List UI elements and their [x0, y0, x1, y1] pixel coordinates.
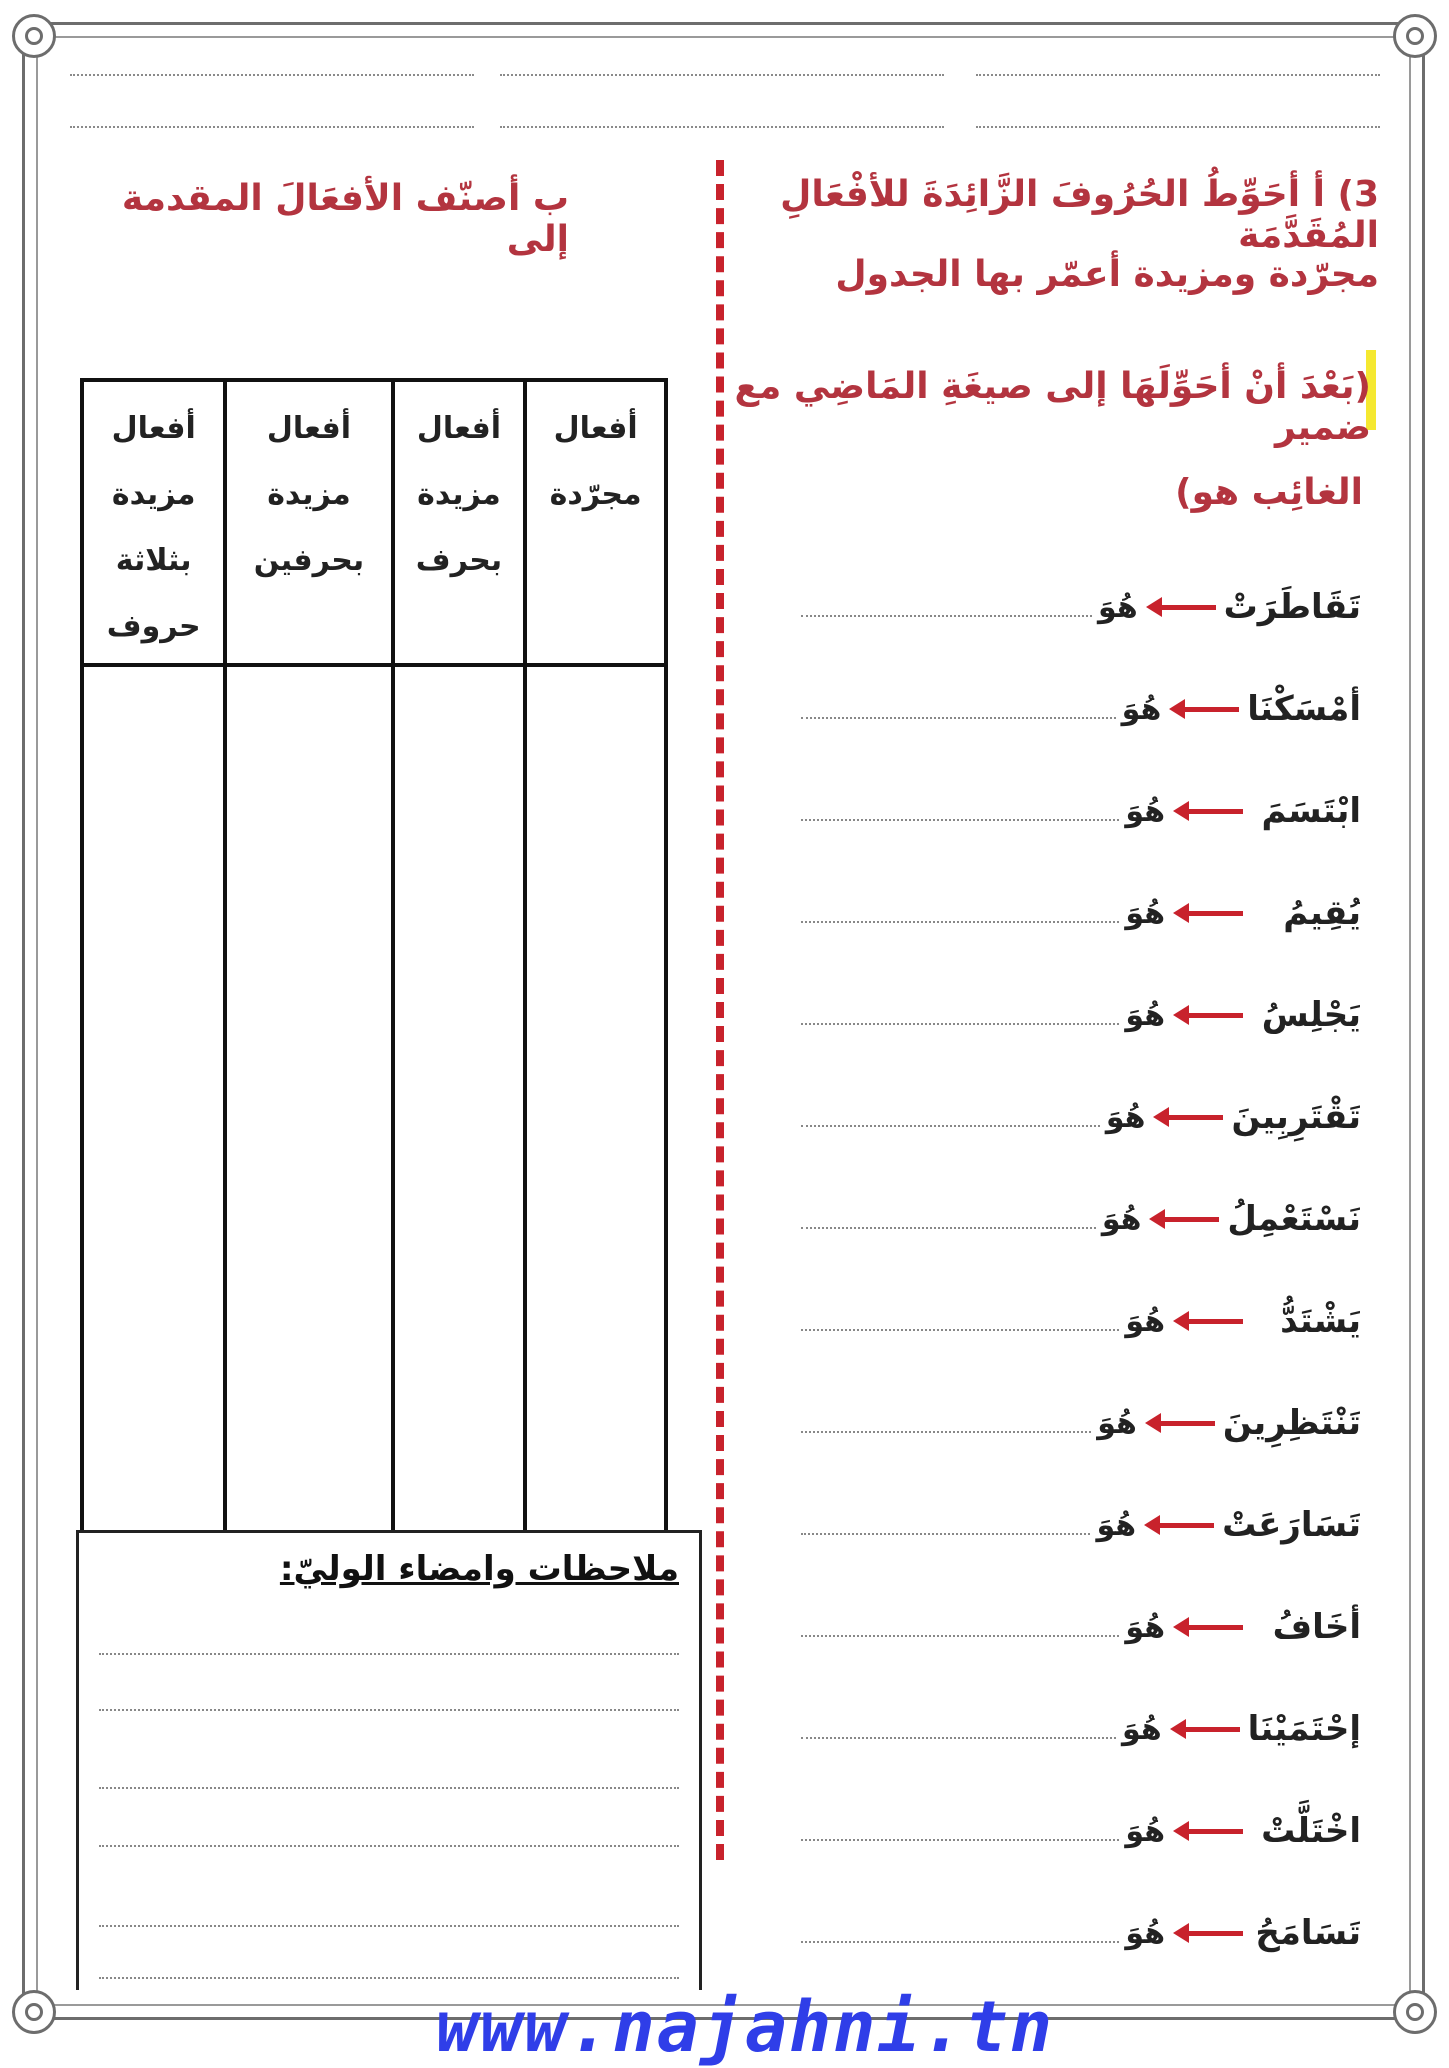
- arrow-left-icon: [1144, 1520, 1214, 1530]
- verb-text: أمْسَكْنَا: [1247, 689, 1361, 729]
- corner-ornament: [12, 14, 56, 58]
- pronoun-label: هُوَ: [1125, 1813, 1165, 1849]
- answer-line[interactable]: [801, 1737, 1116, 1739]
- exercise-a-title-line4: الغائِب هو): [1175, 472, 1363, 513]
- notes-line[interactable]: [99, 1845, 679, 1847]
- table-header-cell: أفعال مزيدة بثلاثة حروف: [82, 380, 225, 665]
- exercise-b-title: ب أصنّف الأفعَالَ المقدمة إلى: [121, 178, 569, 260]
- verb-row: [801, 582, 1361, 632]
- notes-line[interactable]: [99, 1925, 679, 1927]
- verb-row: [801, 1194, 1361, 1244]
- arrow-left-icon: [1173, 1316, 1243, 1326]
- table-answer-cell[interactable]: [525, 665, 666, 1532]
- pronoun-label: هُوَ: [1125, 997, 1165, 1033]
- answer-line[interactable]: [801, 819, 1119, 821]
- verb-text: تَقْتَرِبِينَ: [1231, 1097, 1361, 1137]
- table-header-cell: أفعال مزيدة بحرف: [393, 380, 526, 665]
- site-watermark: www.najahni.tn: [436, 1986, 1055, 2068]
- verb-row: [801, 1296, 1361, 1346]
- answer-line[interactable]: [801, 1431, 1091, 1433]
- verb-row: [801, 1398, 1361, 1448]
- arrow-left-icon: [1145, 1418, 1215, 1428]
- verb-row: [801, 1602, 1361, 1652]
- header-field-line: [500, 126, 944, 128]
- answer-line[interactable]: [801, 1023, 1119, 1025]
- pronoun-label: هُوَ: [1097, 1405, 1137, 1441]
- verb-text: تَسَارَعَتْ: [1222, 1505, 1361, 1545]
- header-field-line: [500, 74, 944, 76]
- exercise-a-title-line3: (بَعْدَ أنْ أحَوِّلَهَا إلى صيغَةِ المَاضِي مع ضمير: [734, 366, 1371, 448]
- arrow-left-icon: [1170, 1724, 1240, 1734]
- pronoun-label: هُوَ: [1098, 589, 1138, 625]
- pronoun-label: هُوَ: [1125, 1915, 1165, 1951]
- arrow-left-icon: [1173, 1928, 1243, 1938]
- exercise-a-title-line2: مجرّدة ومزيدة أعمّر بها الجدول: [835, 254, 1379, 295]
- verb-text: يَشْتَدُّ: [1280, 1301, 1361, 1341]
- pronoun-label: هُوَ: [1125, 1303, 1165, 1339]
- answer-line[interactable]: [801, 921, 1119, 923]
- verb-text: تَنْتَظِرِينَ: [1222, 1403, 1361, 1443]
- table-row: [82, 665, 666, 1532]
- answer-line[interactable]: [801, 1227, 1096, 1229]
- pronoun-label: هُوَ: [1101, 1201, 1142, 1237]
- header-field-line: [70, 126, 474, 128]
- corner-ornament: [1393, 1990, 1437, 2034]
- arrow-left-icon: [1173, 1010, 1243, 1020]
- answer-line[interactable]: [801, 1533, 1090, 1535]
- arrow-left-icon: [1173, 908, 1243, 918]
- exercise-number: 3): [1337, 174, 1379, 215]
- corner-ornament: [1393, 14, 1437, 58]
- verb-text: يُقِيمُ: [1283, 893, 1361, 933]
- answer-line[interactable]: [801, 1329, 1119, 1331]
- pronoun-label: هُوَ: [1125, 1609, 1165, 1645]
- pronoun-label: هُوَ: [1121, 691, 1162, 727]
- verb-row: [801, 786, 1361, 836]
- verb-text: أخَافُ: [1272, 1607, 1361, 1647]
- verb-text: تَقَاطَرَتْ: [1223, 587, 1361, 627]
- notes-line[interactable]: [99, 1787, 679, 1789]
- notes-box: [76, 1530, 702, 1990]
- notes-title: ملاحظات وامضاء الوليّ:: [279, 1549, 679, 1589]
- verb-row: [801, 1806, 1361, 1856]
- answer-line[interactable]: [801, 717, 1116, 719]
- header-field-line: [976, 126, 1380, 128]
- table-header-cell: أفعال مجرّدة: [525, 380, 666, 665]
- arrow-left-icon: [1173, 1622, 1243, 1632]
- table-answer-cell[interactable]: [393, 665, 526, 1532]
- arrow-left-icon: [1146, 602, 1216, 612]
- verb-row: [801, 684, 1361, 734]
- verb-text: تَسَامَحُ: [1255, 1913, 1361, 1953]
- verb-row: [801, 1908, 1361, 1958]
- pronoun-label: هُوَ: [1125, 793, 1165, 829]
- answer-line[interactable]: [801, 1839, 1119, 1841]
- table-answer-cell[interactable]: [82, 665, 225, 1532]
- arrow-left-icon: [1169, 704, 1239, 714]
- answer-line[interactable]: [801, 615, 1092, 617]
- answer-line[interactable]: [801, 1635, 1119, 1637]
- arrow-left-icon: [1173, 1826, 1243, 1836]
- column-divider: [716, 160, 724, 1860]
- header-field-line: [976, 74, 1380, 76]
- verb-text: يَجْلِسُ: [1261, 995, 1361, 1035]
- notes-line[interactable]: [99, 1653, 679, 1655]
- corner-ornament: [12, 1990, 56, 2034]
- verb-row: [801, 1092, 1361, 1142]
- verb-text: اخْتَلَّتْ: [1261, 1811, 1361, 1851]
- arrow-left-icon: [1153, 1112, 1223, 1122]
- verb-text: نَسْتَعْمِلُ: [1227, 1199, 1361, 1239]
- answer-line[interactable]: [801, 1125, 1100, 1127]
- table-header-row: [82, 380, 666, 665]
- arrow-left-icon: [1149, 1214, 1219, 1224]
- notes-line[interactable]: [99, 1977, 679, 1979]
- pronoun-label: هُوَ: [1096, 1507, 1137, 1543]
- classification-table: [80, 378, 668, 1534]
- verb-row: [801, 990, 1361, 1040]
- header-field-line: [70, 74, 474, 76]
- verb-row: [801, 888, 1361, 938]
- answer-line[interactable]: [801, 1941, 1119, 1943]
- arrow-left-icon: [1173, 806, 1243, 816]
- table-header-cell: أفعال مزيدة بحرفين: [225, 380, 392, 665]
- exercise-a-title-line1: 3) أ أحَوِّطُ الحُرُوفَ الزَّائِدَةَ للأفْعَالِ المُقَدَّمَة: [780, 174, 1379, 256]
- pronoun-label: هُوَ: [1125, 895, 1165, 931]
- verb-text: ابْتَسَمَ: [1261, 791, 1361, 831]
- verb-row: [801, 1704, 1361, 1754]
- verb-row: [801, 1500, 1361, 1550]
- pronoun-label: هُوَ: [1122, 1711, 1162, 1747]
- notes-line[interactable]: [99, 1709, 679, 1711]
- verb-text: إحْتَمَيْنَا: [1247, 1709, 1361, 1749]
- table-answer-cell[interactable]: [225, 665, 392, 1532]
- pronoun-label: هُوَ: [1105, 1099, 1146, 1135]
